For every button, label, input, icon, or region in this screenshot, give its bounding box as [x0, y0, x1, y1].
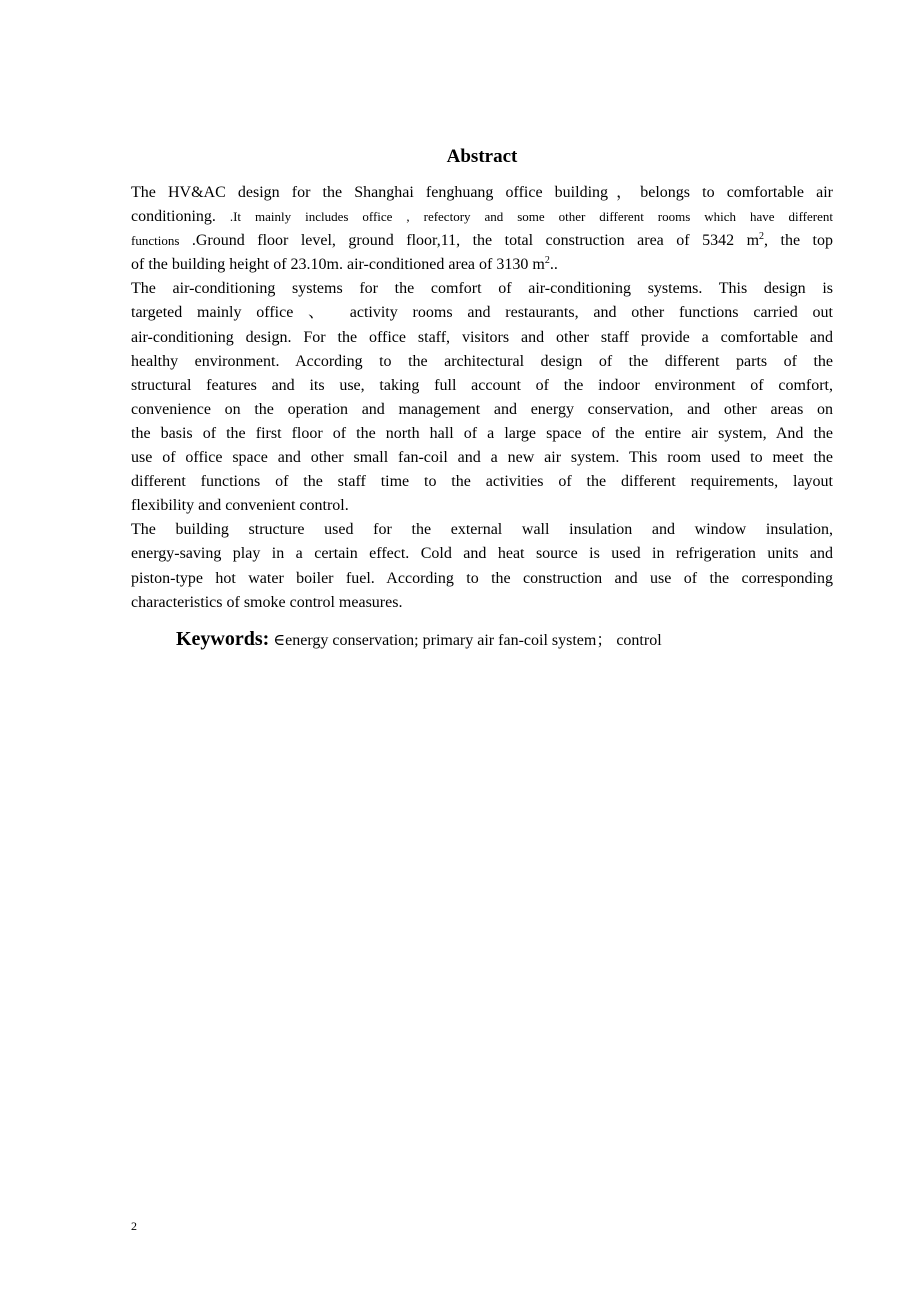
p1-line-3c: , the top: [764, 232, 833, 250]
keywords-line: [176, 626, 662, 654]
p1-line-4a: of the building height of 23.10m. air-conditioned area of 3130 m: [131, 256, 545, 274]
p2-line-1: The air-conditioning systems for the comfort of air-conditioning systems. This design is: [131, 280, 833, 298]
p2-line-10: flexibility and convenient control.: [131, 497, 349, 515]
paragraph-1: [131, 181, 833, 277]
p1-line-4b: ..: [549, 256, 558, 274]
keywords-text: ∈energy conservation; primary air fan-coil system； control: [269, 632, 662, 649]
p2-line-3: air-conditioning design. For the office staff, visitors and other staff provide a comfortable and: [131, 328, 833, 346]
p3-line-2: energy-saving play in a certain effect. Cold and heat source is used in refrigeration units and: [131, 545, 833, 563]
paragraph-2: [131, 277, 833, 518]
p2-line-9: different functions of the staff time to the activities of the different requirements, layout: [131, 473, 833, 491]
p2-line-6: convenience on the operation and management and energy conservation, and other areas on: [131, 400, 833, 418]
p2-line-5: structural features and its use, taking full account of the indoor environment of comfort,: [131, 376, 833, 394]
p1-line-3-superscript: 2: [759, 231, 765, 243]
p1-line-2b: .It mainly includes office , refectory and some other different rooms which have different: [215, 209, 833, 225]
p2-line-2: targeted mainly office 、 activity rooms and restaurants, and other functions carried out: [131, 304, 834, 322]
abstract-body: [131, 181, 833, 615]
p1-line-4-superscript: 2: [544, 255, 550, 267]
p2-line-7: the basis of the first floor of the north hall of a large space of the entire air system, And the: [131, 424, 833, 442]
abstract-title: Abstract: [446, 146, 518, 167]
p1-line-3a: functions: [131, 233, 180, 249]
p1-line-1: The HV&AC design for the Shanghai fenghuang office building，belongs to comfortable air: [131, 184, 833, 201]
paragraph-3: [131, 518, 833, 614]
p1-line-3b: .Ground floor level, ground floor,11, the total construction area of 5342 m: [179, 232, 760, 250]
p2-line-4: healthy environment. According to the architectural design of the different parts of the: [131, 352, 833, 370]
p1-line-2a: conditioning.: [131, 208, 216, 226]
page-number: 2: [131, 1219, 137, 1233]
p3-line-3: piston-type hot water boiler fuel. According to the construction and use of the corresponding: [131, 569, 833, 587]
p3-line-4: characteristics of smoke control measures.: [131, 593, 403, 611]
p2-line-8: use of office space and other small fan-coil and a new air system. This room used to meet the: [131, 449, 833, 467]
keywords-label: Keywords:: [176, 628, 270, 650]
p3-line-1: The building structure used for the external wall insulation and window insulation,: [131, 521, 833, 539]
